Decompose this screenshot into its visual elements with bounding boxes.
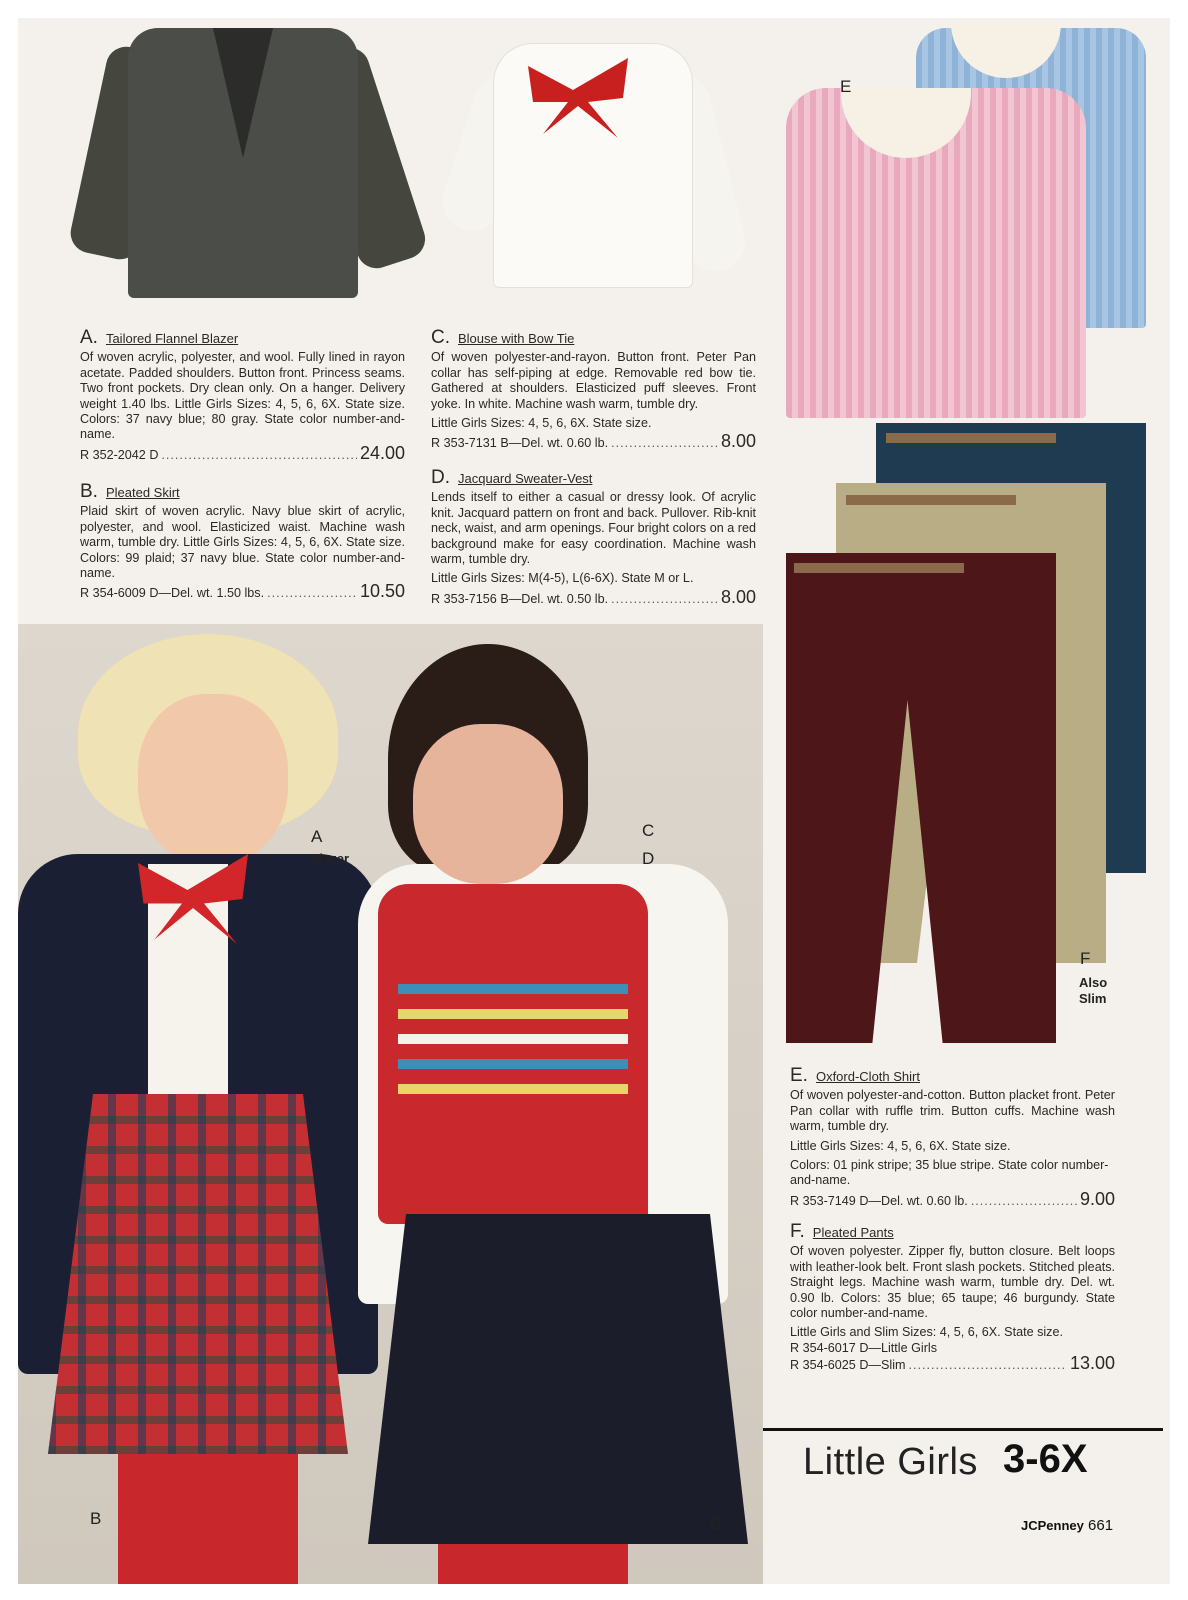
leader-dots — [971, 1194, 1077, 1209]
item-c-description: Of woven polyester-and-rayon. Button front. Peter Pan collar has self-piping at edge. Removable red bow tie. Gathered at shoulders. Elasticized puff sleeves. Front yoke. In white. Machine wash warm, tumble dry. — [431, 350, 756, 411]
item-f-sizes: Little Girls and Slim Sizes: 4, 5, 6, 6X. State size. — [790, 1325, 1063, 1340]
section-size-range: 3-6X — [1003, 1437, 1088, 1481]
burgundy-pants-belt — [794, 563, 964, 573]
model-right-navy-skirt — [368, 1214, 748, 1544]
photo-label-f: F — [1080, 949, 1091, 968]
item-d-order-number: R 353-7156 B—Del. wt. 0.50 lb. — [431, 591, 609, 606]
blazer-photo — [88, 18, 408, 308]
item-c-heading — [431, 327, 756, 348]
item-a-letter: A. — [80, 327, 98, 348]
item-a-heading — [80, 327, 405, 348]
photo-label-d: D — [642, 849, 655, 868]
item-e-letter: E. — [790, 1065, 808, 1086]
item-d-order-line — [431, 586, 756, 607]
photo-label-a-blazer: Blazer — [310, 851, 350, 866]
item-a-blazer — [80, 327, 405, 463]
vest-pattern-band — [398, 984, 628, 994]
item-f-title: Pleated Pants — [812, 1225, 894, 1240]
leader-dots — [161, 448, 357, 463]
item-c-title: Blouse with Bow Tie — [458, 331, 575, 346]
blue-pants-belt — [886, 433, 1056, 443]
taupe-pants-belt — [846, 495, 1016, 505]
item-f-heading — [790, 1221, 1115, 1242]
section-title: Little Girls — [803, 1441, 978, 1483]
model-right-face — [413, 724, 563, 884]
photo-label-b-right: B — [710, 1514, 722, 1533]
item-c-order-line — [431, 431, 756, 452]
item-f-letter: F. — [790, 1221, 805, 1242]
photo-label-e: E — [840, 77, 852, 96]
item-a-order-number: R 352-2042 D — [80, 447, 159, 462]
item-f-description: Of woven polyester. Zipper fly, button closure. Belt loops with leather-look belt. Front slash pockets. Stitched pleats. Straight legs. Machine wash warm, tumble dry. Del. wt. 0.90 lb. Colors: 35 blue; 65 taupe; 46 burgundy. State color number-and-name. — [790, 1244, 1115, 1321]
item-a-description: Of woven acrylic, polyester, and wool. Fully lined in rayon acetate. Padded shoulders. Button front. Princess seams. Two front pockets. Dry clean only. On a hanger. Delivery weight 1.40 lbs. Little Girls Sizes: 4, 5, 6, 6X. State size. Colors: 37 navy blue; 80 gray. State color number-and-name. — [80, 350, 405, 442]
item-b-price: 10.50 — [359, 581, 405, 602]
item-f-pleated-pants — [790, 1221, 1115, 1374]
item-e-heading — [790, 1065, 1115, 1086]
vest-pattern-band — [398, 1034, 628, 1044]
item-f-order-line — [790, 1353, 1115, 1374]
item-c-price: 8.00 — [720, 431, 756, 452]
photo-label-f-slim: Slim — [1079, 991, 1107, 1006]
item-b-description: Plaid skirt of woven acrylic. Navy blue skirt of acrylic, polyester, and wool. Elasticized waist. Machine wash warm, tumble dry. Little Girls Sizes: 4, 5, 6, 6X. State size. Colors: 99 plaid; 37 navy blue. State color number-and-name. — [80, 504, 405, 581]
burgundy-pants — [786, 553, 1056, 1043]
item-a-price: 24.00 — [359, 442, 405, 463]
model-left-tights — [118, 1444, 298, 1584]
photo-label-a: A — [311, 827, 323, 846]
photo-label-c: C — [642, 821, 655, 840]
section-divider — [763, 1428, 1163, 1431]
item-e-order-number: R 353-7149 D—Del. wt. 0.60 lb. — [790, 1193, 968, 1208]
item-d-letter: D. — [431, 467, 450, 488]
leader-dots — [611, 592, 718, 607]
model-right-sweater-vest — [378, 884, 648, 1224]
model-left-plaid-skirt — [48, 1094, 348, 1454]
pleated-pants-photo — [786, 413, 1170, 1053]
item-f-order-number-slim: R 354-6025 D—Slim — [790, 1358, 906, 1373]
item-b-title: Pleated Skirt — [105, 485, 180, 500]
item-e-order-line — [790, 1188, 1115, 1209]
item-d-heading — [431, 467, 756, 488]
item-a-title: Tailored Flannel Blazer — [105, 331, 239, 346]
item-e-price: 9.00 — [1079, 1188, 1115, 1209]
item-b-order-number: R 354-6009 D—Del. wt. 1.50 lbs. — [80, 586, 265, 601]
item-e-description: Of woven polyester-and-cotton. Button placket front. Peter Pan collar with ruffle trim. Button cuffs. Machine wash warm, tumble dry. — [790, 1088, 1115, 1134]
item-d-title: Jacquard Sweater-Vest — [458, 471, 593, 486]
item-f-price: 13.00 — [1069, 1353, 1115, 1374]
blouse-photo — [458, 23, 728, 293]
item-e-title: Oxford-Cloth Shirt — [815, 1069, 920, 1084]
item-e-oxford-shirt — [790, 1065, 1115, 1209]
item-c-order-number: R 353-7131 B—Del. wt. 0.60 lb. — [431, 436, 609, 451]
item-c-sizes: Little Girls Sizes: 4, 5, 6, 6X. State size. — [431, 416, 652, 431]
photo-label-f-also: Also — [1079, 975, 1108, 990]
item-d-sizes: Little Girls Sizes: M(4-5), L(6-6X). State M or L. — [431, 571, 694, 586]
item-c-letter: C. — [431, 327, 450, 348]
model-left-face — [138, 694, 288, 864]
item-b-order-line — [80, 581, 405, 602]
item-e-sizes: Little Girls Sizes: 4, 5, 6, 6X. State size. — [790, 1138, 1011, 1153]
leader-dots — [267, 586, 357, 601]
item-b-heading — [80, 481, 405, 502]
item-c-blouse — [431, 327, 756, 452]
item-b-skirt — [80, 481, 405, 602]
catalog-page — [18, 18, 1170, 1584]
vest-pattern-band — [398, 1009, 628, 1019]
item-f-order-number-little-girls: R 354-6017 D—Little Girls — [790, 1340, 937, 1355]
brand-name: JCPenney — [1021, 1518, 1084, 1533]
vest-pattern-band — [398, 1059, 628, 1069]
models-photo — [18, 624, 763, 1584]
item-d-description: Lends itself to either a casual or dressy look. Of acrylic knit. Jacquard pattern on front and back. Pullover. Rib-knit neck, waist, and arm openings. Four bright colors on a red background make for easy coordination. Machine wash warm, tumble dry. — [431, 490, 756, 567]
item-e-colors: Colors: 01 pink stripe; 35 blue stripe. State color number-and-name. — [790, 1158, 1109, 1188]
page-number: 661 — [1088, 1517, 1114, 1534]
item-d-price: 8.00 — [720, 586, 756, 607]
vest-pattern-band — [398, 1084, 628, 1094]
leader-dots — [909, 1358, 1067, 1373]
item-d-sweater-vest — [431, 467, 756, 607]
page-footer — [1021, 1517, 1113, 1534]
leader-dots — [611, 436, 718, 451]
photo-label-b-left: B — [90, 1509, 102, 1528]
item-a-order-line — [80, 442, 405, 463]
item-b-letter: B. — [80, 481, 98, 502]
